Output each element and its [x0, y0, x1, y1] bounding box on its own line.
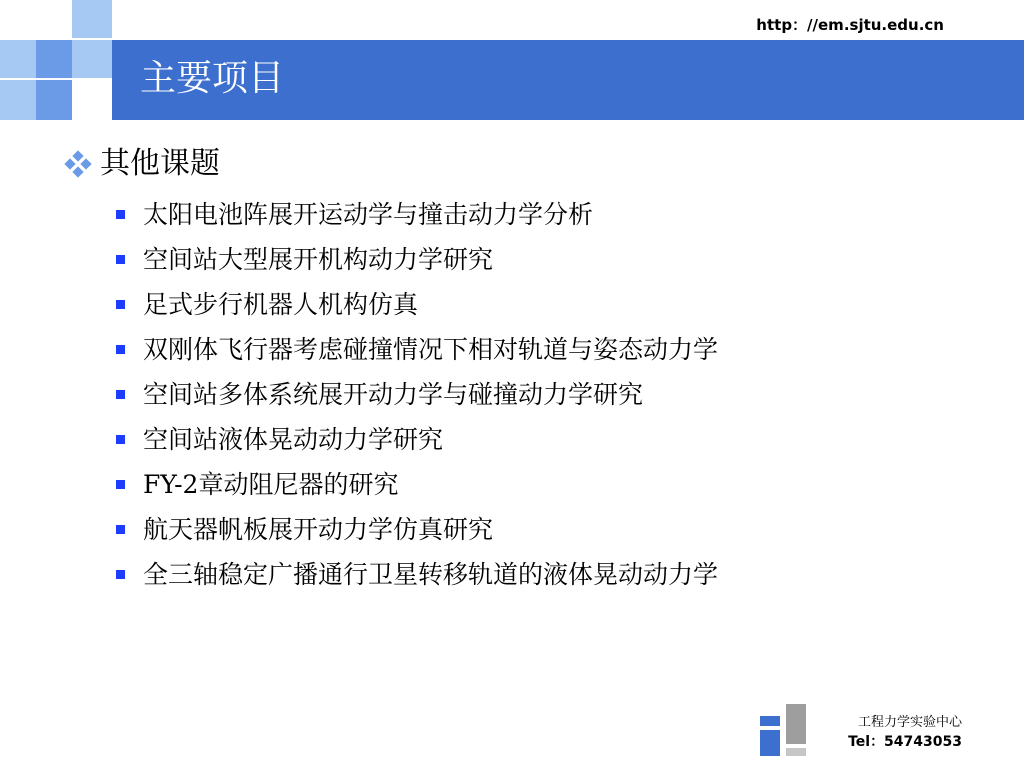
- list-item: [112, 507, 718, 552]
- list-item: [112, 192, 718, 237]
- list-item: [112, 327, 718, 372]
- list-item-label: 足式步行机器人机构仿真: [143, 289, 419, 319]
- list-item: [112, 552, 718, 597]
- page-title: 主要项目: [140, 58, 285, 99]
- decor-square-left: [0, 40, 36, 78]
- list-item-label: 航天器帆板展开动力学仿真研究: [143, 514, 494, 544]
- bullet-list: [112, 192, 718, 597]
- list-item-label: 双刚体飞行器考虑碰撞情况下相对轨道与姿态动力学: [143, 334, 719, 364]
- square-bullet-icon: [116, 480, 125, 489]
- square-bullet-icon: [116, 390, 125, 399]
- list-item-label: 太阳电池阵展开运动学与撞击动力学分析: [143, 199, 594, 229]
- footer-org: 工程力学实验中心: [857, 715, 962, 730]
- square-bullet-icon: [116, 255, 125, 264]
- square-bullet-icon: [116, 300, 125, 309]
- list-item-label: 空间站多体系统展开动力学与碰撞动力学研究: [143, 379, 644, 409]
- square-bullet-icon: [116, 525, 125, 534]
- decor-square-top: [72, 0, 112, 38]
- diamond-bullet-icon: [64, 150, 92, 178]
- footer-info: [818, 714, 962, 752]
- list-item: [112, 372, 718, 417]
- list-item: [112, 282, 718, 327]
- square-bullet-icon: [116, 570, 125, 579]
- decor-square-low: [36, 80, 72, 120]
- list-item-label: 空间站液体晃动动力学研究: [143, 424, 444, 454]
- list-item-label: 空间站大型展开机构动力学研究: [143, 244, 494, 274]
- list-item-label: FY-2章动阻尼器的研究: [143, 469, 399, 499]
- square-bullet-icon: [116, 210, 125, 219]
- section-heading: [64, 144, 220, 184]
- section-heading-text: 其他课题: [100, 146, 220, 181]
- decor-square-mid: [36, 40, 72, 78]
- list-item: [112, 417, 718, 462]
- decor-square-mid2: [72, 40, 112, 78]
- square-bullet-icon: [116, 435, 125, 444]
- footer-tel: Tel：54743053: [848, 734, 962, 750]
- list-item-label: 全三轴稳定广播通行卫星转移轨道的液体晃动动力学: [143, 559, 719, 589]
- list-item: [112, 462, 718, 507]
- list-item: [112, 237, 718, 282]
- decor-square-low2: [0, 80, 36, 120]
- square-bullet-icon: [116, 345, 125, 354]
- lab-logo-icon: [758, 704, 808, 758]
- site-url: http：//em.sjtu.edu.cn: [756, 16, 944, 34]
